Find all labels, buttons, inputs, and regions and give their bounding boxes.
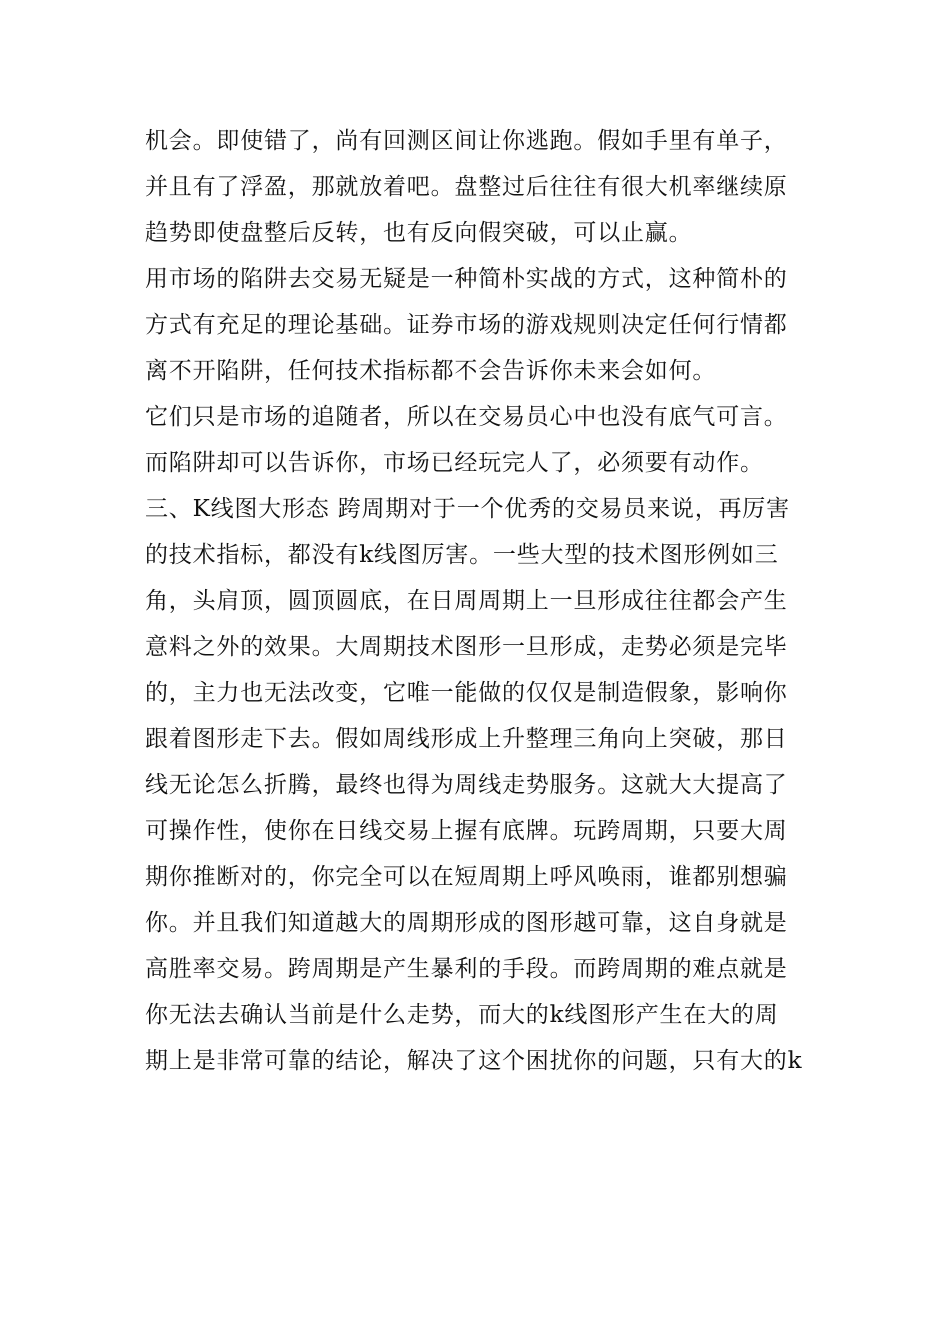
text-line: 三、K线图大形态 跨周期对于一个优秀的交易员来说，再厉害 (145, 496, 790, 522)
text-line: 你无法去确认当前是什么走势，而大的k线图形产生在大的周 (145, 1002, 779, 1028)
text-line: 离不开陷阱，任何技术指标都不会告诉你未来会如何。 (145, 358, 717, 384)
text-line: 而陷阱却可以告诉你，市场已经玩完人了，必须要有动作。 (145, 450, 764, 476)
body-text (145, 118, 825, 1084)
text-line: 的，主力也无法改变，它唯一能做的仅仅是制造假象，影响你 (145, 680, 788, 706)
text-line: 它们只是市场的追随者，所以在交易员心中也没有底气可言。 (145, 404, 788, 430)
text-line: 期上是非常可靠的结论，解决了这个困扰你的问题，只有大的k (145, 1048, 803, 1074)
text-line: 方式有充足的理论基础。证券市场的游戏规则决定任何行情都 (145, 312, 788, 338)
text-line: 跟着图形走下去。假如周线形成上升整理三角向上突破，那日 (145, 726, 788, 752)
text-line: 期你推断对的，你完全可以在短周期上呼风唤雨，谁都别想骗 (145, 864, 788, 890)
text-line: 角，头肩顶，圆顶圆底，在日周周期上一旦形成往往都会产生 (145, 588, 788, 614)
text-line: 线无论怎么折腾，最终也得为周线走势服务。这就大大提高了 (145, 772, 788, 798)
text-line: 趋势即使盘整后反转，也有反向假突破，可以止赢。 (145, 220, 693, 246)
text-line: 的技术指标，都没有k线图厉害。一些大型的技术图形例如三 (145, 542, 779, 568)
text-line: 机会。即使错了，尚有回测区间让你逃跑。假如手里有单子， (145, 128, 788, 154)
text-line: 可操作性，使你在日线交易上握有底牌。玩跨周期，只要大周 (145, 818, 788, 844)
text-line: 意料之外的效果。大周期技术图形一旦形成，走势必须是完毕 (145, 634, 788, 660)
text-line: 你。并且我们知道越大的周期形成的图形越可靠，这自身就是 (145, 910, 788, 936)
text-line: 高胜率交易。跨周期是产生暴利的手段。而跨周期的难点就是 (145, 956, 788, 982)
text-line: 用市场的陷阱去交易无疑是一种简朴实战的方式，这种简朴的 (145, 266, 788, 292)
text-line: 并且有了浮盈，那就放着吧。盘整过后往往有很大机率继续原 (145, 174, 788, 200)
